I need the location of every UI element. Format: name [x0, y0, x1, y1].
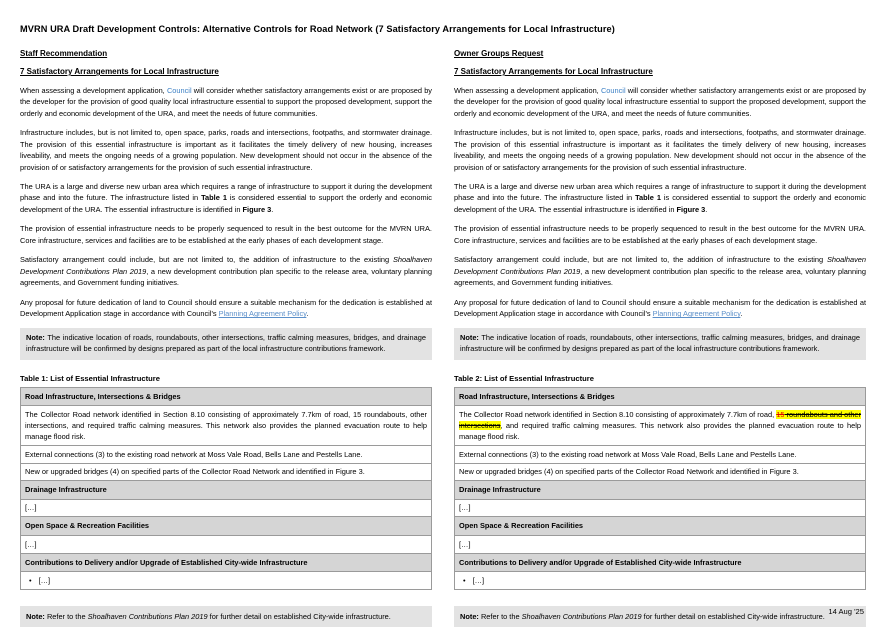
left-row-header-drainage: Drainage Infrastructure [21, 481, 432, 500]
two-column-comparison [20, 49, 868, 628]
left-p5-part-b: , a new development contribution plan specific to the release area, voluntary planning agreements, and Government funding initiatives. [20, 266, 432, 288]
right-bottom-note-box [454, 606, 866, 627]
right-row-open-space-placeholder: […] [455, 536, 866, 554]
table-row [21, 406, 432, 446]
table-row [455, 536, 866, 554]
right-figure-reference: Figure 3 [676, 204, 706, 214]
table-row [21, 553, 432, 572]
left-p3-part-c: . [271, 204, 274, 214]
table-row [455, 387, 866, 406]
left-row-header-open-space: Open Space & Recreation Facilities [21, 517, 432, 536]
table-row [21, 463, 432, 481]
right-row-contributions-placeholder [455, 572, 866, 590]
left-bottom-note-box [20, 606, 432, 627]
right-p3-part-c: . [705, 204, 708, 214]
left-row-bridges: New or upgraded bridges (4) on specified parts of the Collector Road Network and identified in Figure 3. [21, 463, 432, 481]
right-collector-part-b: , and required traffic calming measures. This network also provides the planned evacuation route to help manage flood risk. [459, 420, 861, 441]
planning-agreement-policy-link[interactable]: Planning Agreement Policy [218, 309, 307, 319]
right-bottom-note-italic: Shoalhaven Contributions Plan 2019 [521, 611, 642, 621]
left-p5-italic-title: Shoalhaven Development Contributions Plan 2019 [20, 255, 432, 276]
left-infrastructure-table [20, 387, 432, 590]
left-p1-part-a: When assessing a development application, [20, 85, 167, 95]
right-p3-part-b: is considered essential to support the orderly and economic development of the URA. The essential infrastructure is identified in [454, 193, 866, 214]
planning-agreement-policy-link[interactable]: Planning Agreement Policy [652, 309, 741, 319]
right-row-bridges: New or upgraded bridges (4) on specified parts of the Collector Road Network and identified in Figure 3. [455, 463, 866, 481]
right-row-collector-road [455, 406, 866, 446]
left-bottom-note-italic: Shoalhaven Contributions Plan 2019 [87, 611, 208, 621]
table-row [455, 481, 866, 500]
right-row-header-contributions: Contributions to Delivery and/or Upgrade of Established City-wide Infrastructure [455, 553, 866, 572]
left-contributions-text: […] [38, 575, 51, 585]
right-p1-part-b: will consider whether satisfactory arrangements exist or are proposed by the developer for the provision of good quality local infrastructure essential to support the proposed development, support the orderly and economic development of the URA, and meet the needs of future communities. [454, 85, 867, 118]
right-table-caption: Table 2: List of Essential Infrastructure [454, 373, 594, 383]
right-row-header-road: Road Infrastructure, Intersections & Bridges [455, 387, 866, 406]
right-row-header-open-space: Open Space & Recreation Facilities [455, 517, 866, 536]
left-p1-part-b: will consider whether satisfactory arrangements exist or are proposed by the developer for the provision of good quality local infrastructure essential to support the proposed development, support the orderly and economic development of the URA, and meet the needs of future communities. [20, 85, 433, 118]
left-column-staff-recommendation [20, 49, 432, 628]
right-p5-italic-title: Shoalhaven Development Contributions Plan 2019 [454, 255, 866, 276]
left-paragraph-6 [20, 297, 432, 320]
right-note-label: Note: [460, 332, 479, 342]
table-row [21, 572, 432, 590]
left-note-label: Note: [26, 332, 45, 342]
left-table-caption: Table 1: List of Essential Infrastructure [20, 373, 160, 383]
left-paragraph-1 [20, 85, 432, 119]
table-row [455, 406, 866, 446]
table-row [455, 553, 866, 572]
left-note-text: The indicative location of roads, roundabouts, other intersections, traffic calming measures, bridges, and drainage infrastructure will be confirmed by designs prepared as part of the local infrastructure contributions framework. [26, 332, 426, 354]
left-row-drainage-placeholder: […] [21, 499, 432, 517]
left-row-collector-road: The Collector Road network identified in Section 8.10 consisting of approximately 7.7km of road, 15 roundabouts, other intersections, and required traffic calming measures. This network also provides the planned evacuation route to help manage flood risk. [21, 406, 432, 446]
right-column-owner-groups-request [454, 49, 866, 628]
right-paragraph-6 [454, 297, 866, 320]
right-contributions-text: […] [472, 575, 485, 585]
table-row [21, 517, 432, 536]
left-paragraph-2: Infrastructure includes, but is not limited to, open space, parks, roads and intersections, footpaths, and stormwater drainage. The provision of this essential infrastructure is important as it facilitates the timely delivery of new housing, increases liveability, and meets the ongoing needs of a growing population. New development should not occur in the absence of the provision of or satisfactory arrangements for the provision of such essential infrastructure. [20, 128, 432, 172]
table-row [21, 387, 432, 406]
left-paragraph-4: The provision of essential infrastructure needs to be properly sequenced to result in the best outcome for the MVRN URA. Core infrastructure, services and facilities are to be established at the early phases of each development stage. [20, 224, 432, 245]
left-bottom-note-label: Note: [26, 611, 45, 621]
right-bottom-note-label: Note: [460, 611, 479, 621]
right-paragraph-1 [454, 85, 866, 119]
right-bottom-note-b: for further detail on established City-wide infrastructure. [641, 611, 825, 621]
right-section-heading: 7 Satisfactory Arrangements for Local Infrastructure [454, 67, 653, 77]
left-p6-part-b: . [306, 309, 309, 319]
table-row [21, 446, 432, 464]
left-table-reference: Table 1 [201, 193, 227, 203]
right-p6-part-a: Any proposal for future dedication of land to Council should ensure a suitable mechanism for the dedication is established at Development Application stage in accordance with Council's [454, 297, 866, 319]
right-paragraph-2: Infrastructure includes, but is not limited to, open space, parks, roads and intersections, footpaths, and stormwater drainage. The provision of this essential infrastructure is important as it facilitates the timely delivery of new housing, increases liveability, and meets the ongoing needs of a growing population. New development should not occur in the absence of the provision of or satisfactory arrangements for the provision of such essential infrastructure. [454, 128, 866, 172]
left-row-header-contributions: Contributions to Delivery and/or Upgrade of Established City-wide Infrastructure [21, 553, 432, 572]
right-note-text: The indicative location of roads, roundabouts, other intersections, traffic calming measures, bridges, and drainage infrastructure will be confirmed by designs prepared as part of the local infrastructure contributions framework. [460, 332, 860, 354]
footer-date: 14 Aug '25 [828, 607, 864, 616]
left-figure-reference: Figure 3 [242, 204, 272, 214]
right-infrastructure-table [454, 387, 866, 590]
right-paragraph-3 [454, 181, 866, 215]
table-row [455, 572, 866, 590]
table-row [455, 499, 866, 517]
right-p5-part-a: Satisfactory arrangement could include, but are not limited to, the addition of infrastructure to the existing [454, 255, 827, 265]
left-bottom-note-a: Refer to the [44, 611, 88, 621]
left-p6-part-a: Any proposal for future dedication of land to Council should ensure a suitable mechanism for the dedication is established at Development Application stage in accordance with Council's [20, 297, 432, 319]
page-title: MVRN URA Draft Development Controls: Alternative Controls for Road Network (7 Satisfactory Arrangements for Local Infrastructure) [20, 24, 615, 34]
left-row-contributions-placeholder [21, 572, 432, 590]
right-row-header-drainage: Drainage Infrastructure [455, 481, 866, 500]
table-row [455, 463, 866, 481]
right-p5-part-b: , a new development contribution plan specific to the release area, voluntary planning agreements, and Government funding initiatives. [454, 266, 866, 288]
right-column-heading: Owner Groups Request [454, 48, 544, 58]
right-note-box [454, 328, 866, 360]
right-bottom-note-a: Refer to the [478, 611, 522, 621]
right-row-external-connections: External connections (3) to the existing road network at Moss Vale Road, Bells Lane and Pestells Lane. [455, 446, 866, 464]
left-row-open-space-placeholder: […] [21, 536, 432, 554]
bullet-icon: • [29, 575, 32, 585]
struck-roundabout-count: 15 [776, 409, 785, 419]
council-link[interactable]: Council [166, 85, 192, 95]
right-p1-part-a: When assessing a development application, [454, 85, 601, 95]
right-paragraph-5 [454, 254, 866, 288]
left-p3-part-a: The URA is a large and diverse new urban area which requires a range of infrastructure to support it during the development phase and into the future. The infrastructure listed in [20, 181, 432, 203]
right-row-drainage-placeholder: […] [455, 499, 866, 517]
left-note-box [20, 328, 432, 360]
bullet-icon: • [463, 575, 466, 585]
left-paragraph-3 [20, 181, 432, 215]
table-row [455, 517, 866, 536]
left-paragraph-5 [20, 254, 432, 288]
right-collector-part-a: The Collector Road network identified in Section 8.10 consisting of approximately 7.7km of road, [459, 409, 777, 419]
table-row [21, 481, 432, 500]
left-column-heading: Staff Recommendation [20, 48, 108, 58]
left-row-external-connections: External connections (3) to the existing road network at Moss Vale Road, Bells Lane and Pestells Lane. [21, 446, 432, 464]
left-p3-part-b: is considered essential to support the orderly and economic development of the URA. The essential infrastructure is identified in [20, 193, 432, 214]
right-p3-part-a: The URA is a large and diverse new urban area which requires a range of infrastructure to support it during the development phase and into the future. The infrastructure listed in [454, 181, 866, 203]
table-row [455, 446, 866, 464]
right-p6-part-b: . [740, 309, 743, 319]
left-p5-part-a: Satisfactory arrangement could include, but are not limited to, the addition of infrastructure to the existing [20, 255, 393, 265]
left-bottom-note-b: for further detail on established City-wide infrastructure. [207, 611, 391, 621]
right-paragraph-4: The provision of essential infrastructure needs to be properly sequenced to result in the best outcome for the MVRN URA. Core infrastructure, services and facilities are to be established at the early phases of each development stage. [454, 224, 866, 245]
left-row-header-road: Road Infrastructure, Intersections & Bridges [21, 387, 432, 406]
struck-roundabout-phrase: roundabouts and other intersections [459, 409, 862, 430]
council-link[interactable]: Council [600, 85, 626, 95]
table-row [21, 499, 432, 517]
left-section-heading: 7 Satisfactory Arrangements for Local Infrastructure [20, 67, 219, 77]
right-table-reference: Table 1 [635, 193, 661, 203]
table-row [21, 536, 432, 554]
